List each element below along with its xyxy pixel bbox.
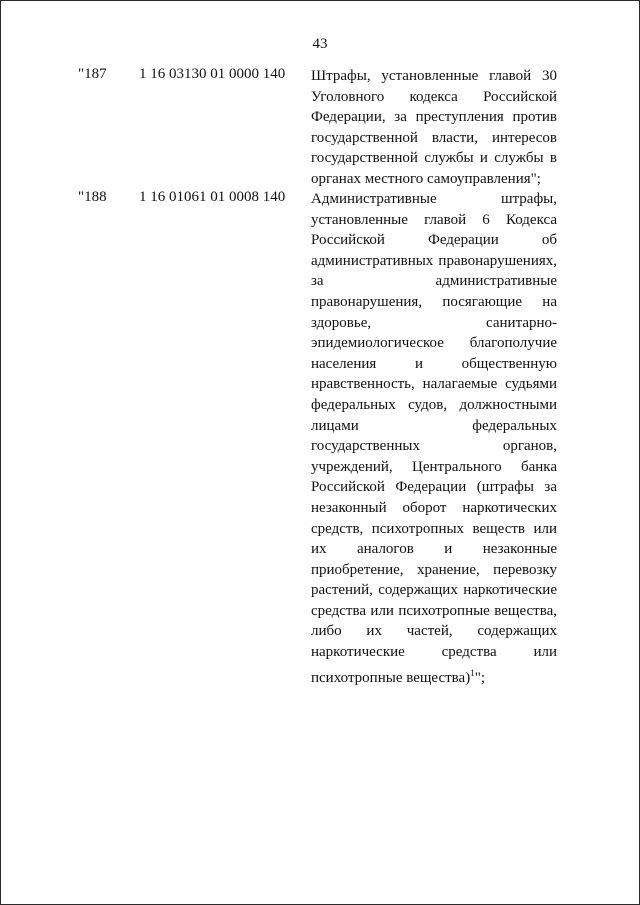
description-line: их аналогов и незаконные — [311, 541, 557, 558]
entry-number: "187 — [78, 66, 107, 82]
description-line: государственных органов, — [311, 438, 557, 455]
description-last-line — [311, 663, 557, 684]
description-line: за административные — [311, 273, 557, 290]
description-line: учреждений, Центрального банка — [311, 458, 557, 475]
budget-code: 1 16 03130 01 0000 140 — [139, 66, 286, 82]
description-line: средств, психотропных веществ или — [311, 520, 557, 537]
description-line: наркотические средства или — [311, 644, 557, 661]
description-line: растений, содержащих наркотические — [311, 582, 557, 599]
page-number: 43 — [312, 36, 328, 52]
description-line: Российской Федерации (штрафы за — [311, 479, 557, 496]
description-line: Уголовного кодекса Российской — [311, 88, 557, 105]
description-line: органах местного самоуправления"; — [311, 170, 541, 187]
description-line: Федерации, за преступления против — [311, 109, 557, 126]
description-line: установленные главой 6 Кодекса — [311, 211, 557, 228]
entry-description — [311, 66, 557, 190]
budget-code: 1 16 01061 01 0008 140 — [139, 189, 286, 205]
description-line: психотропные вещества) — [311, 669, 471, 686]
description-line: средства или психотропные вещества, — [311, 602, 557, 619]
entry-description — [311, 189, 557, 686]
description-line: административных правонарушениях, — [311, 252, 557, 269]
description-line: Российской Федерации об — [311, 232, 557, 249]
description-line: нравственность, налагаемые судьями — [311, 376, 557, 393]
description-line: лицами федеральных — [311, 417, 557, 434]
description-line: эпидемиологическое благополучие — [311, 335, 557, 352]
description-line: здоровье, санитарно- — [311, 314, 557, 331]
description-line: незаконный оборот наркотических — [311, 499, 557, 516]
description-line: федеральных судов, должностными — [311, 396, 557, 413]
description-line: государственной власти, интересов — [311, 129, 557, 146]
description-line: населения и общественную — [311, 355, 557, 372]
description-line: государственной службы и службы в — [311, 150, 557, 167]
entry-number: "188 — [78, 189, 107, 205]
footnote-mark: 1 — [470, 667, 475, 678]
closing-quote: "; — [474, 669, 486, 686]
description-line: приобретение, хранение, перевозку — [311, 561, 557, 578]
description-line: правонарушения, посягающие на — [311, 293, 557, 310]
description-line: Штрафы, установленные главой 30 — [311, 68, 557, 84]
description-line: Административные штрафы, — [311, 191, 557, 207]
description-line: либо их частей, содержащих — [311, 623, 557, 640]
